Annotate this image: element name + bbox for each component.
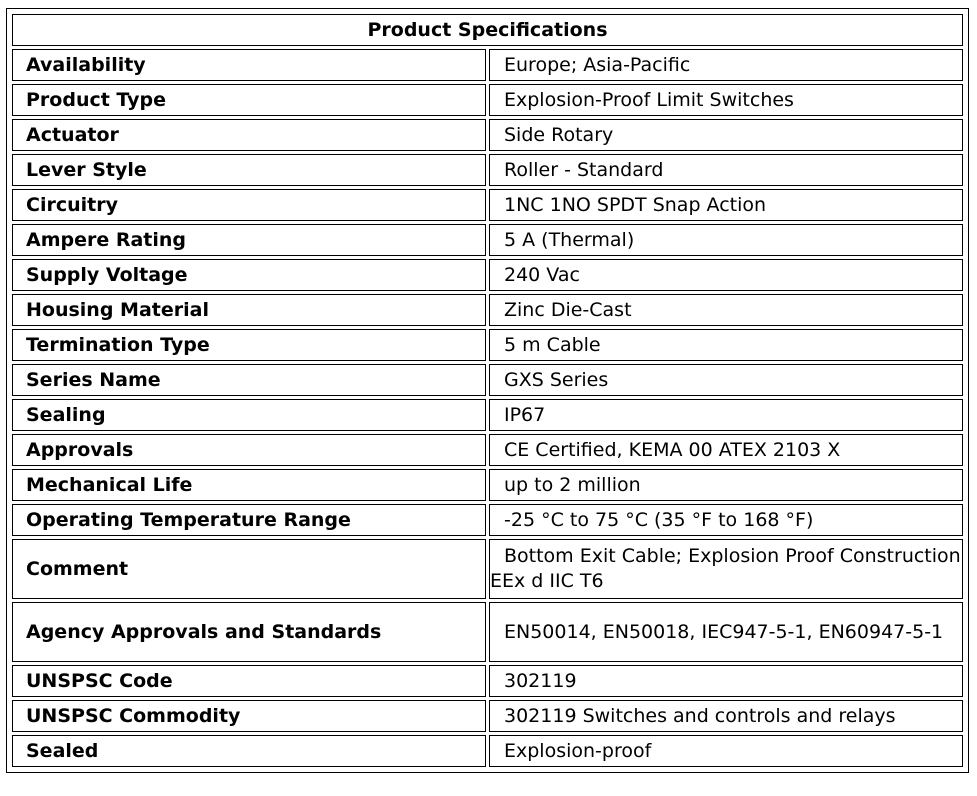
- spec-value-operating-temperature-range: -25 °C to 75 °C (35 °F to 168 °F): [489, 504, 963, 536]
- table-row: [12, 329, 963, 361]
- spec-value-housing-material: Zinc Die-Cast: [489, 294, 963, 326]
- spec-value-sealed: Explosion-proof: [489, 735, 963, 767]
- table-row: [12, 539, 963, 599]
- table-row: [12, 294, 963, 326]
- table-row: [12, 224, 963, 256]
- spec-label-agency-approvals: Agency Approvals and Standards: [12, 602, 486, 662]
- table-row: [12, 49, 963, 81]
- spec-value-series-name: GXS Series: [489, 364, 963, 396]
- table-row: [12, 665, 963, 697]
- spec-value-approvals: CE Certified, KEMA 00 ATEX 2103 X: [489, 434, 963, 466]
- table-row: [12, 84, 963, 116]
- spec-label-ampere-rating: Ampere Rating: [12, 224, 486, 256]
- table-title-row: [12, 14, 963, 46]
- spec-label-circuitry: Circuitry: [12, 189, 486, 221]
- spec-label-mechanical-life: Mechanical Life: [12, 469, 486, 501]
- table-row: [12, 602, 963, 662]
- spec-value-unspsc-code: 302119: [489, 665, 963, 697]
- table-row: [12, 434, 963, 466]
- table-row: [12, 119, 963, 151]
- table-row: [12, 735, 963, 767]
- spec-value-agency-approvals: EN50014, EN50018, IEC947-5-1, EN60947-5-1: [489, 602, 963, 662]
- spec-label-lever-style: Lever Style: [12, 154, 486, 186]
- spec-value-mechanical-life: up to 2 million: [489, 469, 963, 501]
- spec-label-series-name: Series Name: [12, 364, 486, 396]
- spec-label-housing-material: Housing Material: [12, 294, 486, 326]
- table-row: [12, 700, 963, 732]
- spec-value-ampere-rating: 5 A (Thermal): [489, 224, 963, 256]
- spec-label-sealing: Sealing: [12, 399, 486, 431]
- table-row: [12, 504, 963, 536]
- table-title: Product Specifications: [12, 14, 963, 46]
- spec-label-product-type: Product Type: [12, 84, 486, 116]
- table-row: [12, 259, 963, 291]
- table-row: [12, 154, 963, 186]
- spec-label-termination-type: Termination Type: [12, 329, 486, 361]
- spec-value-lever-style: Roller - Standard: [489, 154, 963, 186]
- spec-value-sealing: IP67: [489, 399, 963, 431]
- table-row: [12, 189, 963, 221]
- spec-value-availability: Europe; Asia-Pacific: [489, 49, 963, 81]
- spec-label-unspsc-code: UNSPSC Code: [12, 665, 486, 697]
- spec-label-actuator: Actuator: [12, 119, 486, 151]
- spec-value-actuator: Side Rotary: [489, 119, 963, 151]
- spec-label-supply-voltage: Supply Voltage: [12, 259, 486, 291]
- spec-value-unspsc-commodity: 302119 Switches and controls and relays: [489, 700, 963, 732]
- table-row: [12, 364, 963, 396]
- spec-value-comment: Bottom Exit Cable; Explosion Proof Construction EEx d IIC T6: [489, 539, 963, 599]
- spec-table-frame: [6, 8, 969, 773]
- product-spec-table: [9, 11, 966, 770]
- table-row: [12, 469, 963, 501]
- spec-value-circuitry: 1NC 1NO SPDT Snap Action: [489, 189, 963, 221]
- spec-label-sealed: Sealed: [12, 735, 486, 767]
- spec-value-supply-voltage: 240 Vac: [489, 259, 963, 291]
- spec-label-operating-temperature-range: Operating Temperature Range: [12, 504, 486, 536]
- table-row: [12, 399, 963, 431]
- spec-value-termination-type: 5 m Cable: [489, 329, 963, 361]
- spec-label-unspsc-commodity: UNSPSC Commodity: [12, 700, 486, 732]
- spec-label-availability: Availability: [12, 49, 486, 81]
- spec-value-product-type: Explosion-Proof Limit Switches: [489, 84, 963, 116]
- spec-label-approvals: Approvals: [12, 434, 486, 466]
- spec-label-comment: Comment: [12, 539, 486, 599]
